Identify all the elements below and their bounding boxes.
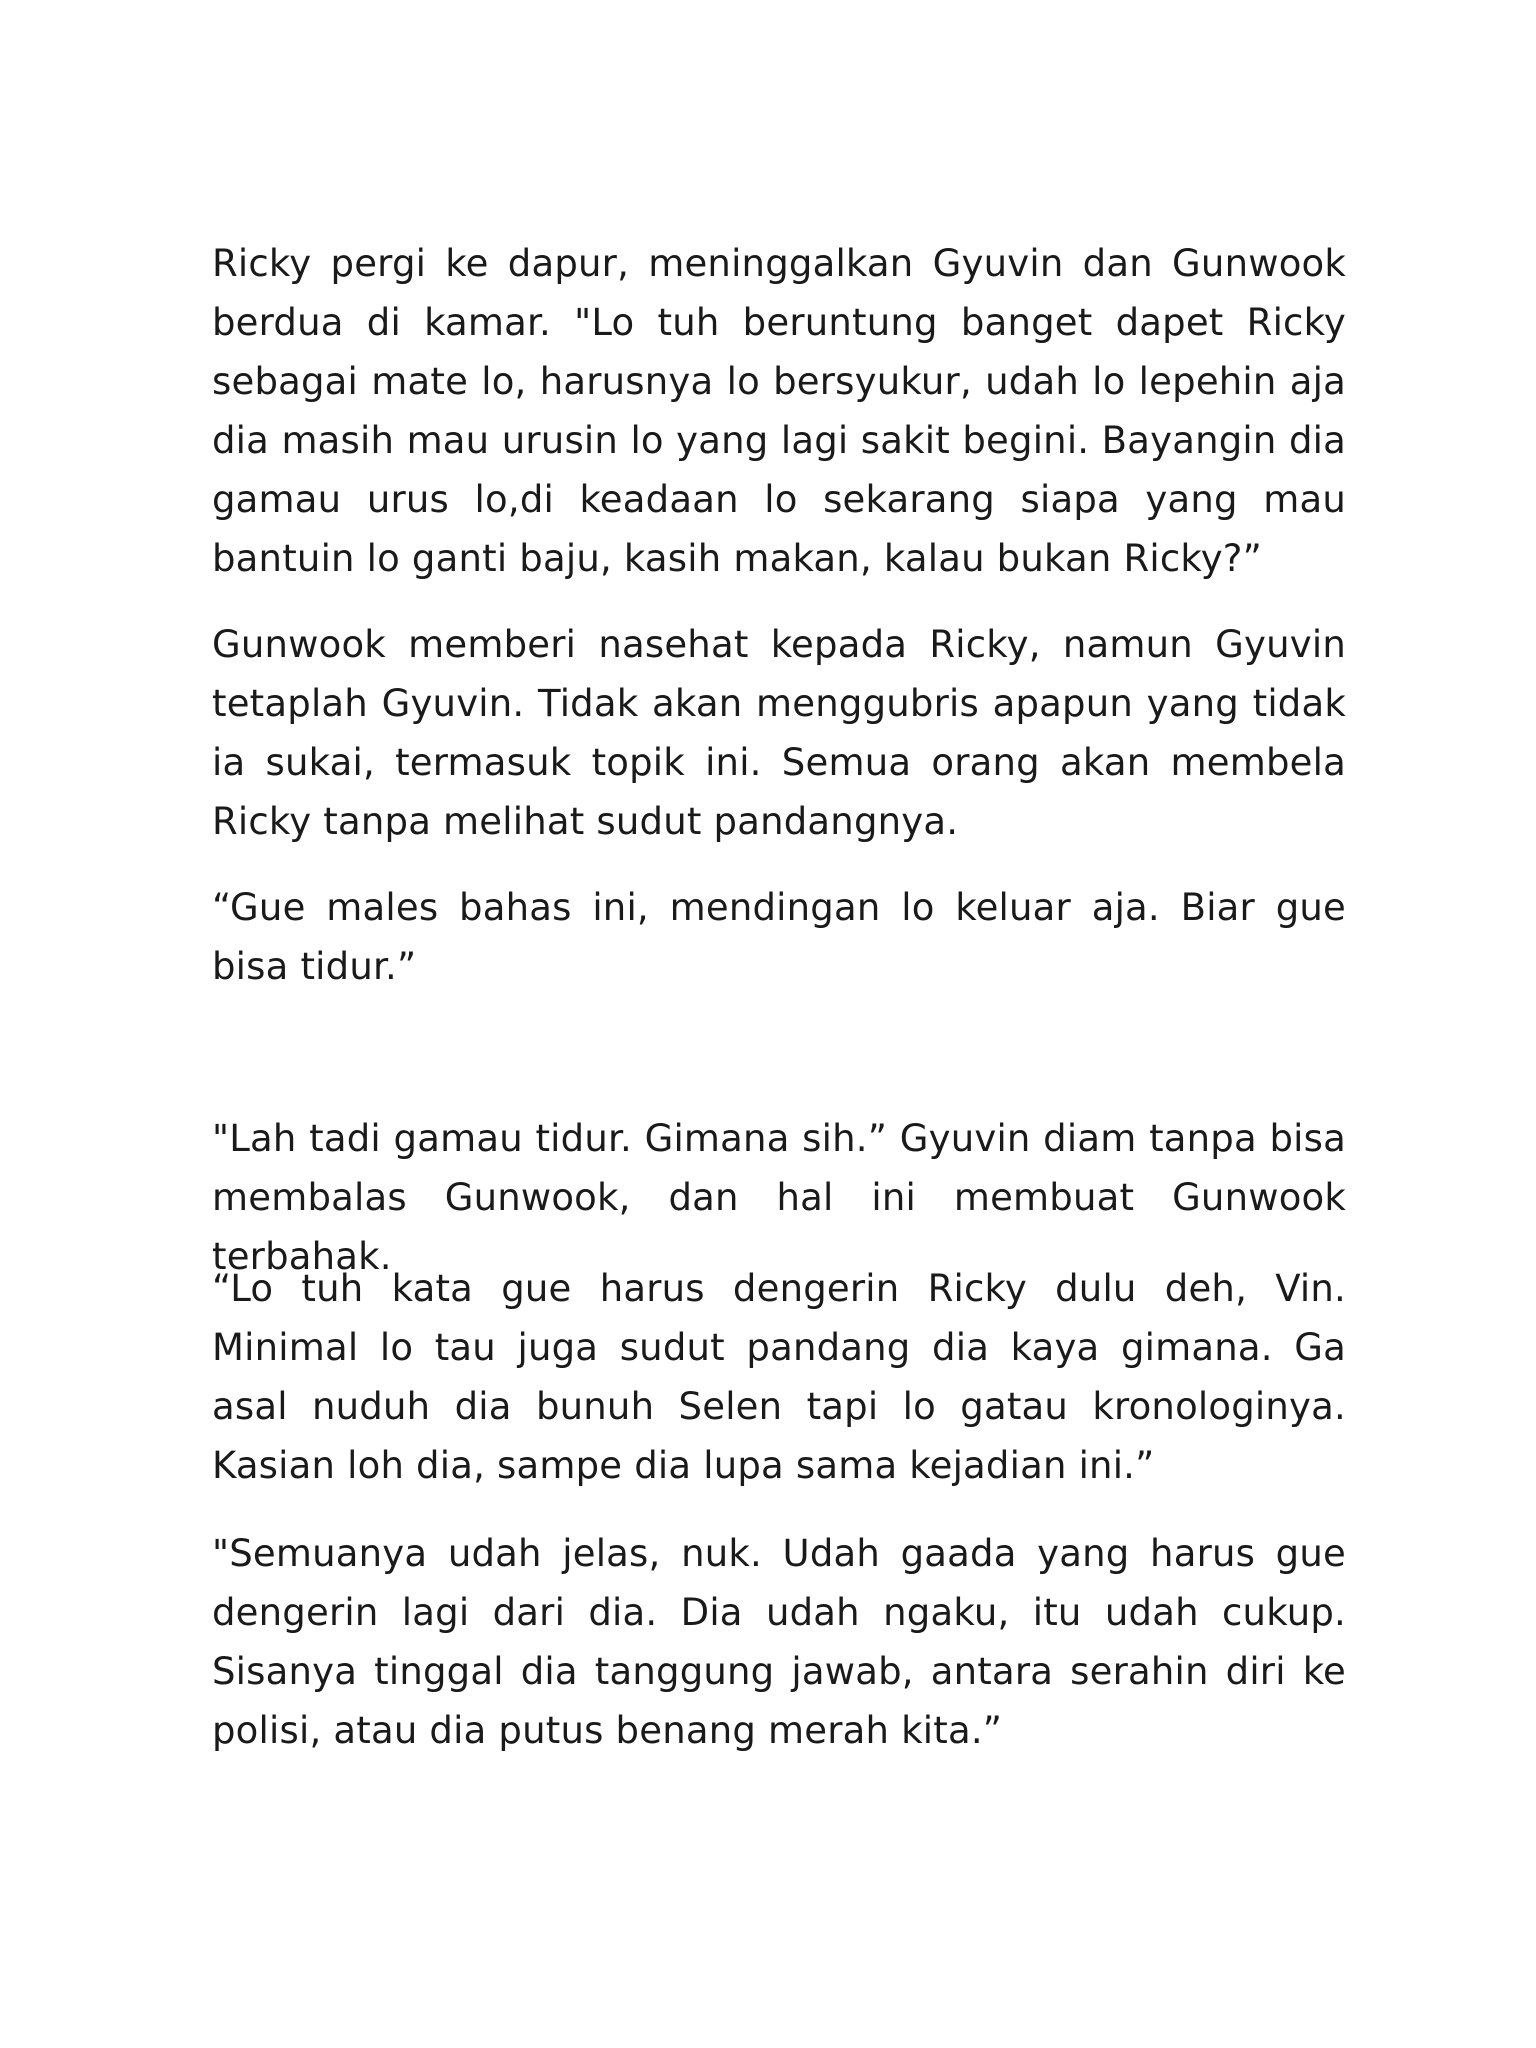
paragraph-1: Ricky pergi ke dapur, meninggalkan Gyuvin dan Gunwook berdua di kamar. "Lo tuh beruntung banget dapet Ricky sebagai mate lo, harusnya lo bersyukur, udah lo lepehin aja dia masih mau urusin lo yang lagi sakit begini. Bayangin dia gamau urus lo,di keadaan lo sekarang siapa yang mau bantuin lo ganti baju, kasih makan, kalau bukan Ricky?”	[212, 242, 1346, 580]
paragraph-3: “Gue males bahas ini, mendingan lo keluar aja. Biar gue bisa tidur.”	[212, 886, 1346, 988]
paragraph-2: Gunwook memberi nasehat kepada Ricky, namun Gyuvin tetaplah Gyuvin. Tidak akan menggubris apapun yang tidak ia sukai, termasuk topik ini. Semua orang akan membela Ricky tanpa melihat sudut pandangnya.	[212, 623, 1346, 843]
paragraph-4: "Lah tadi gamau tidur. Gimana sih.” Gyuvin diam tanpa bisa membalas Gunwook, dan hal ini membuat Gunwook terbahak.	[212, 1117, 1346, 1278]
paragraph-6: "Semuanya udah jelas, nuk. Udah gaada yang harus gue dengerin lagi dari dia. Dia udah ngaku, itu udah cukup. Sisanya tinggal dia tanggung jawab, antara serahin diri ke polisi, atau dia putus benang merah kita.”	[212, 1532, 1346, 1752]
paragraph-5: “Lo tuh kata gue harus dengerin Ricky dulu deh, Vin. Minimal lo tau juga sudut pandang dia kaya gimana. Ga asal nuduh dia bunuh Selen tapi lo gatau kronologinya. Kasian loh dia, sampe dia lupa sama kejadian ini.”	[212, 1267, 1346, 1487]
